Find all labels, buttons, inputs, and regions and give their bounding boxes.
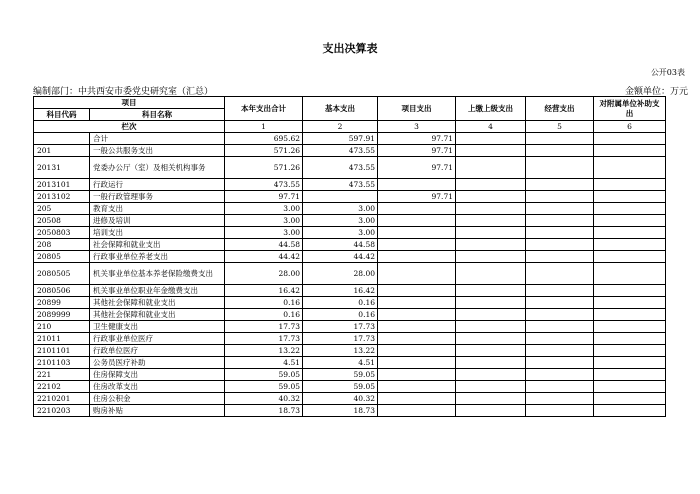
amount-basic: 473.55 <box>303 145 378 157</box>
amount-subsidy <box>594 333 666 345</box>
subject-code: 20131 <box>34 157 90 179</box>
table-row <box>34 263 666 285</box>
subject-code: 2080505 <box>34 263 90 285</box>
table-row <box>34 227 666 239</box>
amount-total: 3.00 <box>225 227 303 239</box>
amount-basic: 18.73 <box>303 405 378 417</box>
subject-name: 行政事业单位养老支出 <box>90 251 225 263</box>
amount-project: 97.71 <box>378 133 456 145</box>
subject-code: 201 <box>34 145 90 157</box>
table-row <box>34 405 666 417</box>
page-title: 支出决算表 <box>322 42 378 55</box>
amount-subsidy <box>594 227 666 239</box>
amount-basic: 0.16 <box>303 297 378 309</box>
subject-code: 205 <box>34 203 90 215</box>
amount-total: 473.55 <box>225 179 303 191</box>
amount-project <box>378 345 456 357</box>
amount-subsidy <box>594 133 666 145</box>
amount-basic: 28.00 <box>303 263 378 285</box>
subject-code: 2210203 <box>34 405 90 417</box>
subject-name: 进修及培训 <box>90 215 225 227</box>
amount-basic: 0.16 <box>303 309 378 321</box>
amount-upper <box>456 333 526 345</box>
amount-business <box>526 393 594 405</box>
amount-total: 0.16 <box>225 297 303 309</box>
header-name: 科目名称 <box>90 109 225 121</box>
subject-code: 221 <box>34 369 90 381</box>
amount-total: 4.51 <box>225 357 303 369</box>
amount-upper <box>456 369 526 381</box>
header-code: 科目代码 <box>34 109 90 121</box>
table-row <box>34 179 666 191</box>
subject-name: 合计 <box>90 133 225 145</box>
amount-project <box>378 381 456 393</box>
subject-code: 210 <box>34 321 90 333</box>
subject-code: 21011 <box>34 333 90 345</box>
amount-business <box>526 133 594 145</box>
amount-upper <box>456 227 526 239</box>
amount-total: 59.05 <box>225 369 303 381</box>
amount-upper <box>456 321 526 333</box>
amount-total: 28.00 <box>225 263 303 285</box>
table-row <box>34 203 666 215</box>
amount-subsidy <box>594 179 666 191</box>
header-project: 项目支出 <box>378 97 456 121</box>
header-subsidy: 对附属单位补助支出 <box>594 97 666 121</box>
table-row <box>34 369 666 381</box>
amount-business <box>526 227 594 239</box>
subject-name: 机关事业单位基本养老保险缴费支出 <box>90 263 225 285</box>
amount-total: 16.42 <box>225 285 303 297</box>
amount-basic: 3.00 <box>303 215 378 227</box>
table-row <box>34 145 666 157</box>
table-row <box>34 381 666 393</box>
amount-project <box>378 357 456 369</box>
amount-total: 44.42 <box>225 251 303 263</box>
table-row <box>34 393 666 405</box>
amount-subsidy <box>594 321 666 333</box>
subject-name: 住房公积金 <box>90 393 225 405</box>
subject-code: 208 <box>34 239 90 251</box>
amount-basic: 473.55 <box>303 157 378 179</box>
amount-total: 0.16 <box>225 309 303 321</box>
subject-name: 住房保障支出 <box>90 369 225 381</box>
table-row <box>34 285 666 297</box>
amount-business <box>526 357 594 369</box>
amount-upper <box>456 345 526 357</box>
amount-basic: 597.91 <box>303 133 378 145</box>
subject-name: 行政运行 <box>90 179 225 191</box>
amount-subsidy <box>594 145 666 157</box>
amount-upper <box>456 405 526 417</box>
amount-basic: 59.05 <box>303 369 378 381</box>
amount-project <box>378 297 456 309</box>
amount-subsidy <box>594 203 666 215</box>
amount-project <box>378 179 456 191</box>
amount-business <box>526 239 594 251</box>
amount-project <box>378 215 456 227</box>
subject-code: 20805 <box>34 251 90 263</box>
col-number: 3 <box>378 121 456 133</box>
amount-upper <box>456 309 526 321</box>
header-item: 项目 <box>34 97 225 109</box>
expenditure-table <box>33 96 666 417</box>
amount-business <box>526 333 594 345</box>
table-row <box>34 133 666 145</box>
subject-name: 购房补贴 <box>90 405 225 417</box>
subject-code <box>34 133 90 145</box>
amount-subsidy <box>594 393 666 405</box>
amount-basic: 4.51 <box>303 357 378 369</box>
subject-code: 2101103 <box>34 357 90 369</box>
amount-upper <box>456 263 526 285</box>
subject-name: 社会保障和就业支出 <box>90 239 225 251</box>
header-business: 经营支出 <box>526 97 594 121</box>
col-number: 6 <box>594 121 666 133</box>
subject-name: 行政事业单位医疗 <box>90 333 225 345</box>
amount-total: 695.62 <box>225 133 303 145</box>
amount-upper <box>456 381 526 393</box>
subject-name: 公务员医疗补助 <box>90 357 225 369</box>
amount-business <box>526 191 594 203</box>
amount-upper <box>456 133 526 145</box>
col-number: 4 <box>456 121 526 133</box>
table-row <box>34 333 666 345</box>
amount-subsidy <box>594 381 666 393</box>
amount-business <box>526 179 594 191</box>
amount-project <box>378 285 456 297</box>
subject-code: 2089999 <box>34 309 90 321</box>
amount-subsidy <box>594 357 666 369</box>
subject-name: 一般行政管理事务 <box>90 191 225 203</box>
table-row <box>34 345 666 357</box>
amount-subsidy <box>594 369 666 381</box>
amount-subsidy <box>594 297 666 309</box>
amount-basic: 13.22 <box>303 345 378 357</box>
amount-business <box>526 145 594 157</box>
amount-business <box>526 381 594 393</box>
subject-name: 教育支出 <box>90 203 225 215</box>
department-label: 编制部门：中共西安市委党史研究室（汇总） <box>33 87 214 97</box>
amount-business <box>526 285 594 297</box>
amount-subsidy <box>594 157 666 179</box>
subject-name: 培训支出 <box>90 227 225 239</box>
amount-project: 97.71 <box>378 191 456 203</box>
amount-business <box>526 405 594 417</box>
amount-project <box>378 227 456 239</box>
amount-business <box>526 215 594 227</box>
amount-business <box>526 369 594 381</box>
header-upper: 上缴上级支出 <box>456 97 526 121</box>
amount-project <box>378 321 456 333</box>
amount-business <box>526 321 594 333</box>
header-basic: 基本支出 <box>303 97 378 121</box>
subject-name: 一般公共服务支出 <box>90 145 225 157</box>
amount-basic: 473.55 <box>303 179 378 191</box>
subject-code: 2080506 <box>34 285 90 297</box>
amount-basic: 3.00 <box>303 227 378 239</box>
amount-upper <box>456 215 526 227</box>
amount-subsidy <box>594 285 666 297</box>
subject-code: 2101101 <box>34 345 90 357</box>
amount-total: 13.22 <box>225 345 303 357</box>
amount-business <box>526 157 594 179</box>
amount-upper <box>456 393 526 405</box>
amount-total: 97.71 <box>225 191 303 203</box>
amount-project <box>378 405 456 417</box>
table-row <box>34 357 666 369</box>
amount-business <box>526 309 594 321</box>
amount-basic: 17.73 <box>303 321 378 333</box>
amount-basic: 44.42 <box>303 251 378 263</box>
table-row <box>34 215 666 227</box>
subject-code: 20899 <box>34 297 90 309</box>
subject-code: 2013102 <box>34 191 90 203</box>
table-row <box>34 321 666 333</box>
amount-upper <box>456 203 526 215</box>
amount-subsidy <box>594 239 666 251</box>
subject-name: 机关事业单位职业年金缴费支出 <box>90 285 225 297</box>
subject-name: 卫生健康支出 <box>90 321 225 333</box>
amount-project <box>378 309 456 321</box>
table-row <box>34 239 666 251</box>
amount-total: 571.26 <box>225 145 303 157</box>
amount-subsidy <box>594 215 666 227</box>
table-row <box>34 251 666 263</box>
amount-project <box>378 263 456 285</box>
col-number: 1 <box>225 121 303 133</box>
amount-project <box>378 369 456 381</box>
amount-total: 571.26 <box>225 157 303 179</box>
subject-name: 党委办公厅（室）及相关机构事务 <box>90 157 225 179</box>
table-row <box>34 191 666 203</box>
amount-subsidy <box>594 191 666 203</box>
amount-upper <box>456 191 526 203</box>
amount-total: 17.73 <box>225 333 303 345</box>
table-row <box>34 309 666 321</box>
amount-upper <box>456 239 526 251</box>
amount-total: 59.05 <box>225 381 303 393</box>
amount-basic: 59.05 <box>303 381 378 393</box>
amount-total: 44.58 <box>225 239 303 251</box>
subject-name: 其他社会保障和就业支出 <box>90 309 225 321</box>
amount-project: 97.71 <box>378 145 456 157</box>
amount-upper <box>456 157 526 179</box>
amount-total: 3.00 <box>225 215 303 227</box>
amount-project: 97.71 <box>378 157 456 179</box>
amount-subsidy <box>594 405 666 417</box>
amount-project <box>378 333 456 345</box>
amount-upper <box>456 179 526 191</box>
subject-name: 行政单位医疗 <box>90 345 225 357</box>
amount-subsidy <box>594 251 666 263</box>
amount-total: 3.00 <box>225 203 303 215</box>
subject-code: 2210201 <box>34 393 90 405</box>
subject-code: 22102 <box>34 381 90 393</box>
amount-project <box>378 251 456 263</box>
amount-business <box>526 345 594 357</box>
amount-project <box>378 239 456 251</box>
subject-name: 住房改革支出 <box>90 381 225 393</box>
col-number: 5 <box>526 121 594 133</box>
table-row <box>34 157 666 179</box>
subject-code: 2013101 <box>34 179 90 191</box>
amount-upper <box>456 145 526 157</box>
amount-basic: 17.73 <box>303 333 378 345</box>
amount-project <box>378 203 456 215</box>
amount-upper <box>456 357 526 369</box>
amount-business <box>526 203 594 215</box>
amount-subsidy <box>594 263 666 285</box>
header-row-label: 栏次 <box>34 121 225 133</box>
amount-upper <box>456 251 526 263</box>
amount-basic: 16.42 <box>303 285 378 297</box>
header-total: 本年支出合计 <box>225 97 303 121</box>
form-number: 公开03表 <box>650 68 685 77</box>
amount-basic <box>303 191 378 203</box>
amount-business <box>526 263 594 285</box>
amount-basic: 3.00 <box>303 203 378 215</box>
amount-total: 17.73 <box>225 321 303 333</box>
amount-project <box>378 393 456 405</box>
unit-label: 金额单位：万元 <box>624 87 688 97</box>
col-number: 2 <box>303 121 378 133</box>
amount-subsidy <box>594 345 666 357</box>
amount-subsidy <box>594 309 666 321</box>
amount-basic: 40.32 <box>303 393 378 405</box>
subject-code: 20508 <box>34 215 90 227</box>
subject-code: 2050803 <box>34 227 90 239</box>
amount-basic: 44.58 <box>303 239 378 251</box>
amount-upper <box>456 297 526 309</box>
amount-business <box>526 297 594 309</box>
amount-total: 40.32 <box>225 393 303 405</box>
amount-total: 18.73 <box>225 405 303 417</box>
amount-upper <box>456 285 526 297</box>
amount-business <box>526 251 594 263</box>
subject-name: 其他社会保障和就业支出 <box>90 297 225 309</box>
table-row <box>34 297 666 309</box>
